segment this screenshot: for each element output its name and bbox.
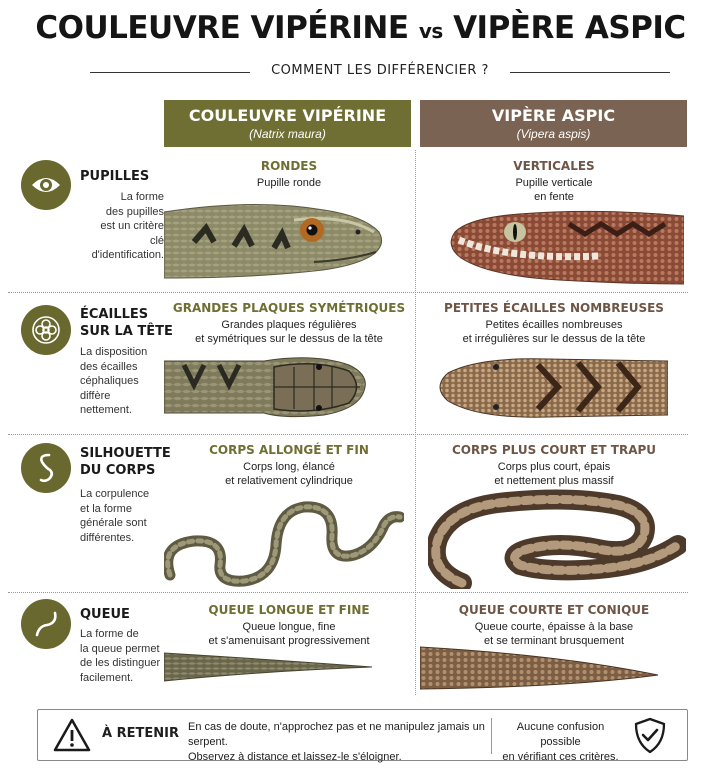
desc-line: Corps long, élancé xyxy=(243,461,335,473)
title-line: SILHOUETTE xyxy=(80,446,171,461)
trait-title: CORPS ALLONGÉ ET FIN xyxy=(209,443,369,457)
trait-title: PETITES ÉCAILLES NOMBREUSES xyxy=(444,301,664,315)
subtitle-row xyxy=(90,62,670,82)
trait-title: GRANDES PLAQUES SYMÉTRIQUES xyxy=(172,301,406,315)
footer-divider xyxy=(491,718,492,754)
desc-line: de les distinguer xyxy=(80,657,161,669)
trait-description xyxy=(164,176,414,190)
feature-description xyxy=(80,487,164,545)
snake-head-illustration-vertical-pupil xyxy=(449,210,684,288)
desc-line: et la forme xyxy=(80,502,132,515)
row-divider xyxy=(8,592,688,593)
row-divider xyxy=(8,292,688,293)
desc-line: facilement. xyxy=(80,671,134,684)
message-line: En cas de doute, n'approchez pas et ne manipulez jamais un serpent. xyxy=(188,721,485,748)
message-line: Aucune confusion possible xyxy=(516,721,605,748)
trait-description xyxy=(420,460,688,488)
snake-head-illustration-round-pupil xyxy=(164,202,386,284)
row-divider xyxy=(8,434,688,435)
tail-illustration-long-thin xyxy=(164,651,374,683)
trait-description xyxy=(164,620,414,648)
trait-title: CORPS PLUS COURT ET TRAPU xyxy=(451,443,657,457)
tail-icon xyxy=(21,599,71,649)
column-divider xyxy=(415,150,416,695)
feature-title: QUEUE xyxy=(80,607,130,622)
trait-description xyxy=(164,318,414,346)
desc-line: et s'amenuisant progressivement xyxy=(208,635,370,647)
footer-reminder-box xyxy=(37,709,688,761)
page-title xyxy=(0,10,721,46)
title-species-b: VIPÈRE ASPIC xyxy=(453,10,686,46)
desc-line: Pupille verticale xyxy=(515,177,593,189)
trait-title: RONDES xyxy=(260,159,318,173)
column-latin-name: (Natrix maura) xyxy=(249,127,326,141)
title-line: SUR LA TÊTE xyxy=(80,324,173,339)
scales-icon xyxy=(21,305,71,355)
feature-description xyxy=(80,190,164,263)
shield-check-icon xyxy=(633,717,667,755)
snake-body-illustration-stocky xyxy=(428,489,686,589)
column-latin-name: (Vipera aspis) xyxy=(516,127,591,141)
desc-line: et relativement cylindrique xyxy=(225,475,353,487)
desc-line: et nettement plus massif xyxy=(494,475,614,487)
desc-line: Corps plus court, épais xyxy=(497,461,611,473)
title-line: DU CORPS xyxy=(80,463,156,478)
trait-title: VERTICALES xyxy=(513,159,595,173)
desc-line: générale sont xyxy=(80,517,147,529)
desc-line: différentes. xyxy=(80,531,135,544)
message-line: en vérifiant ces critères. xyxy=(502,751,619,763)
desc-line: des écailles xyxy=(80,360,138,373)
feature-description xyxy=(80,627,164,685)
reminder-confirmation xyxy=(498,720,623,765)
snake-silhouette-icon xyxy=(21,443,71,493)
title-species-a: COULEUVRE VIPÉRINE xyxy=(35,10,409,46)
trait-title: QUEUE LONGUE ET FINE xyxy=(208,603,370,617)
desc-line: et se terminant brusquement xyxy=(483,635,625,647)
feature-title: PUPILLES xyxy=(80,169,150,184)
desc-line: des pupilles xyxy=(105,205,164,218)
warning-icon xyxy=(52,717,92,753)
feature-title xyxy=(80,445,171,479)
desc-line: Grandes plaques régulières xyxy=(221,319,357,331)
desc-line: La forme xyxy=(120,191,164,203)
desc-line: La forme de xyxy=(80,628,139,640)
desc-line: et symétriques sur le dessus de la tête xyxy=(195,333,383,345)
trait-description xyxy=(420,176,688,204)
desc-line: en fente xyxy=(534,191,574,203)
column-name: VIPÈRE ASPIC xyxy=(491,106,616,125)
desc-line: La disposition xyxy=(80,346,148,358)
column-header-couleuvre xyxy=(164,100,411,147)
desc-line: est un critère xyxy=(100,220,164,232)
snake-body-illustration-slender xyxy=(164,495,404,587)
column-header-vipere xyxy=(420,100,687,147)
subtitle: COMMENT LES DIFFÉRENCIER ? xyxy=(271,63,489,78)
trait-description xyxy=(420,318,688,346)
desc-line: Petites écailles nombreuses xyxy=(485,319,623,331)
feature-description xyxy=(80,345,164,418)
trait-description xyxy=(164,460,414,488)
subtitle-rule-right xyxy=(510,72,670,73)
desc-line: la queue permet xyxy=(80,642,160,655)
snake-head-top-view-small-scales xyxy=(438,353,668,423)
feature-title xyxy=(80,306,173,340)
desc-line: Queue longue, fine xyxy=(242,621,336,633)
title-vs: vs xyxy=(418,19,443,43)
tail-illustration-short-conical xyxy=(420,645,665,691)
reminder-label: À RETENIR xyxy=(102,726,179,741)
trait-description xyxy=(420,620,688,648)
reminder-message xyxy=(188,720,488,765)
message-line: Observez à distance et laissez-le s'éloigner. xyxy=(188,751,402,763)
snake-head-top-view-large-plates xyxy=(164,353,370,421)
desc-line: La corpulence xyxy=(80,488,150,500)
column-name: COULEUVRE VIPÉRINE xyxy=(188,106,387,125)
desc-line: diffère nettement. xyxy=(80,389,132,416)
desc-line: Pupille ronde xyxy=(256,177,322,189)
eye-icon xyxy=(21,160,71,210)
desc-line: Queue courte, épaisse à la base xyxy=(474,621,634,633)
desc-line: clé d'identification. xyxy=(91,234,164,261)
title-line: ÉCAILLES xyxy=(80,307,149,322)
trait-title: QUEUE COURTE ET CONIQUE xyxy=(458,603,650,617)
desc-line: céphaliques xyxy=(80,375,139,387)
desc-line: et irrégulières sur le dessus de la tête xyxy=(462,333,646,345)
